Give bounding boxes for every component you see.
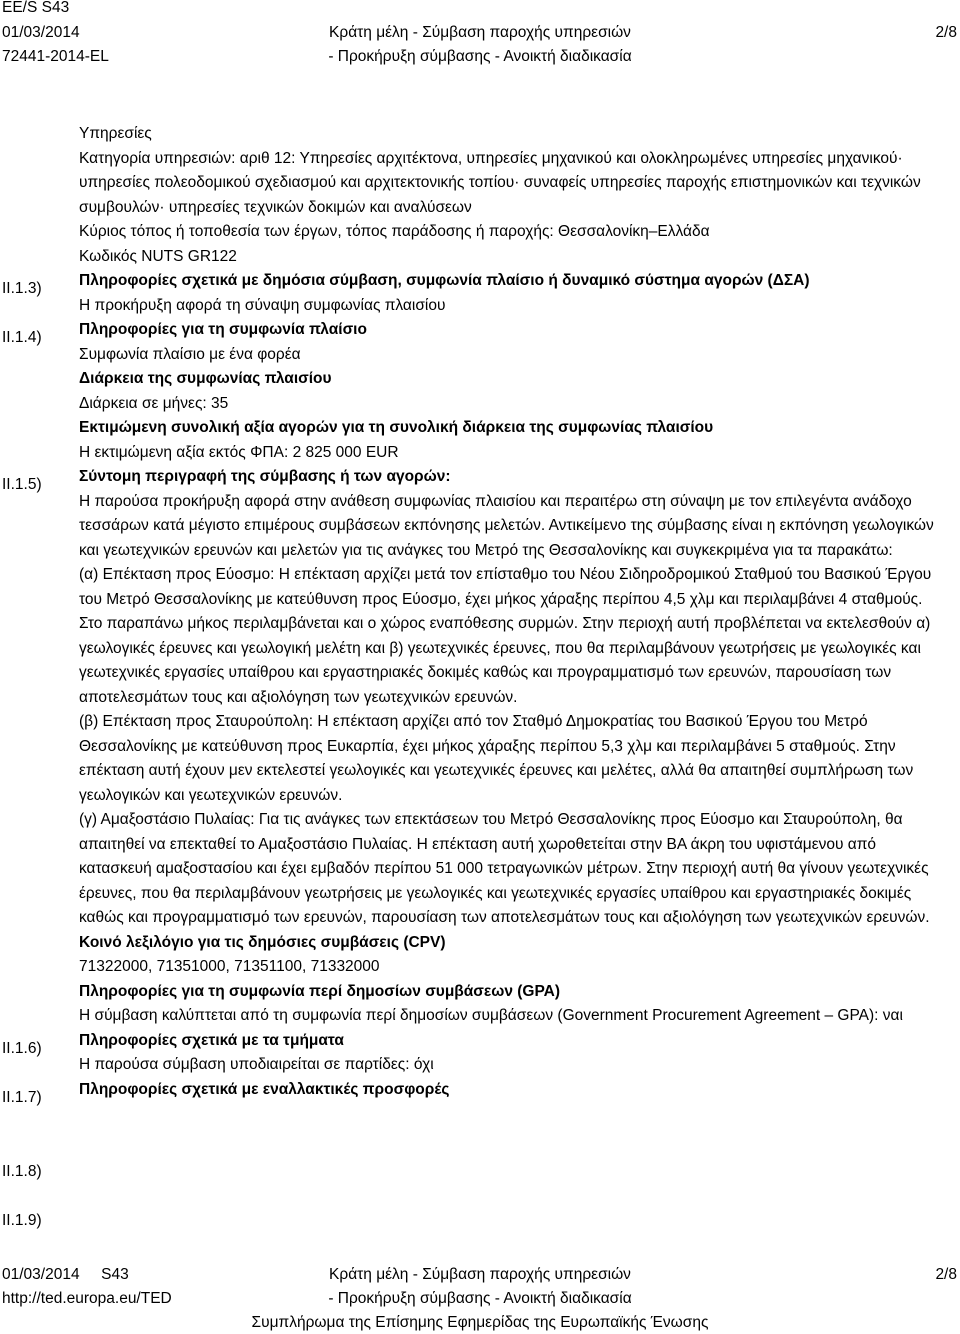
section-ii-1-7-title: Πληροφορίες για τη συμφωνία περί δημοσίων συμβάσεων (GPA)	[79, 982, 561, 1000]
footer-ted-link[interactable]: http://ted.europa.eu/TED	[2, 1290, 172, 1307]
services-category: Κατηγορία υπηρεσιών: αριθ 12: Υπηρεσίες αρχιτέκτονα, υπηρεσίες μηχανικού και ολοκληρωμένες υπηρεσίες μηχανικού· υπηρεσίες πολεοδομικού σχεδιασμού και αρχιτεκτονικής τοπίου· συναφείς υπηρεσίες παροχής επιστημονικών και τεχνικών συμβουλών· υπηρεσίες τεχνικών δοκιμών και αναλύσεων	[79, 149, 921, 216]
header-title-line2: - Προκήρυξη σύμβασης - Ανοικτή διαδικασία	[328, 48, 632, 65]
section-ii-1-8-title: Πληροφορίες σχετικά με τα τμήματα	[79, 1031, 344, 1049]
section-ii-1-3-text: Η προκήρυξη αφορά τη σύναψη συμφωνίας πλαισίου	[79, 296, 446, 314]
section-label-ii-1-6: II.1.6)	[2, 1040, 42, 1057]
gpa-text: Η σύμβαση καλύπτεται από τη συμφωνία περί δημοσίων συμβάσεων (Government Procurement Agreement – GPA): ναι	[79, 1007, 903, 1024]
main-location: Κύριος τόπος ή τοποθεσία των έργων, τόπος παράδοσης ή παροχής: Θεσσαλονίκη–Ελλάδα	[79, 223, 710, 240]
footer-title-line2: - Προκήρυξη σύμβασης - Ανοικτή διαδικασία	[328, 1290, 632, 1307]
description-paragraph-3: (β) Επέκταση προς Σταυρούπολη: Η επέκταση αρχίζει από τον Σταθμό Δημοκρατίας του Βασικού Έργου του Μετρό Θεσσαλονίκης με κατεύθυνση προς Ευκαρπία, έχει μήκος χάραξης περίπου 5,3 χλμ και περιλαμβάνει 5 σταθμούς. Στην επέκταση αυτή έχουν μεν εκτελεστεί γεωλογικές και γεωτεχνικές έρευνες και μελέτες, αλλά θα απαιτηθεί συμπλήρωση των γεωλογικών και γεωτεχνικών ερευνών.	[79, 713, 914, 804]
lots-text: Η παρούσα σύμβαση υποδιαιρείται σε παρτίδες: όχι	[79, 1056, 434, 1073]
header-page-number: 2/8	[935, 24, 957, 41]
header-date: 01/03/2014	[2, 24, 80, 41]
section-ii-1-3-title: Πληροφορίες σχετικά με δημόσια σύμβαση, συμφωνία πλαίσιο ή δυναμικό σύστημα αγορών (ΔΣΑ)	[79, 272, 810, 289]
section-ii-1-4-title: Πληροφορίες για τη συμφωνία πλαίσιο	[79, 321, 367, 338]
footer-title-line1: Κράτη μέλη - Σύμβαση παροχής υπηρεσιών	[329, 1266, 631, 1283]
footer-page-number: 2/8	[935, 1266, 957, 1283]
section-label-ii-1-7: II.1.7)	[2, 1089, 42, 1106]
services-title: Υπηρεσίες	[79, 125, 152, 142]
notice-body	[79, 122, 947, 1102]
framework-duration-title: Διάρκεια της συμφωνίας πλαισίου	[79, 370, 332, 387]
header-doc-id: EE/S S43	[2, 0, 70, 16]
section-label-ii-1-9: II.1.9)	[2, 1212, 42, 1229]
section-label-ii-1-8: II.1.8)	[2, 1163, 42, 1180]
footer-date: 01/03/2014 S43	[2, 1266, 129, 1283]
nuts-code: Κωδικός NUTS GR122	[79, 247, 237, 265]
section-ii-1-6-title: Κοινό λεξιλόγιο για τις δημόσιες συμβάσεις (CPV)	[79, 933, 446, 951]
section-label-ii-1-5: II.1.5)	[2, 476, 42, 493]
cpv-codes: 71322000, 71351000, 71351100, 71332000	[79, 958, 380, 975]
section-label-ii-1-3: II.1.3)	[2, 280, 42, 297]
estimated-value-text: Η εκτιμώμενη αξία εκτός ΦΠΑ: 2 825 000 EUR	[79, 443, 399, 461]
section-ii-1-4-text: Συμφωνία πλαίσιο με ένα φορέα	[79, 345, 301, 363]
framework-duration-text: Διάρκεια σε μήνες: 35	[79, 394, 229, 412]
section-ii-1-5-title: Σύντομη περιγραφή της σύμβασης ή των αγορών:	[79, 468, 451, 485]
section-label-ii-1-4: II.1.4)	[2, 329, 42, 346]
header-title-line1: Κράτη μέλη - Σύμβαση παροχής υπηρεσιών	[329, 24, 631, 41]
header-notice-number: 72441-2014-EL	[2, 48, 109, 65]
description-paragraph-2: (α) Επέκταση προς Εύοσμο: Η επέκταση αρχίζει μετά τον επίσταθμο του Νέου Σιδηροδρομικού Σταθμού του Βασικού Έργου του Μετρό Θεσσαλονίκης με κατεύθυνση προς Εύοσμο, έχει μήκος χάραξης περίπου 4,5 χλμ και περιλαμβάνει 4 σταθμούς. Στο παραπάνω μήκος περιλαμβάνεται και ο χώρος εναπόθεσης συρμών. Στην περιοχή αυτή προβλέπεται να εκτελεσθούν α) γεωλογικές έρευνες και γεωλογική μελέτη και β) γεωτεχνικές έρευνες, που θα περιλαμβάνουν γεωτρήσεις με γεωλογικές και γεωτεχνικές εργασίες υπαίθρου και εργαστηριακές δοκιμές καθώς και προγραμματισμό των ερευνών, παρουσίαση των αποτελεσμάτων τους και αξιολόγηση των γεωτεχνικών ερευνών.	[79, 566, 932, 706]
section-ii-1-9-title: Πληροφορίες σχετικά με εναλλακτικές προσφορές	[79, 1080, 450, 1098]
description-paragraph-4: (γ) Αμαξοστάσιο Πυλαίας: Για τις ανάγκες των επεκτάσεων του Μετρό Θεσσαλονίκης προς Εύοσμο και Σταυρούπολη, θα απαιτηθεί να επεκταθεί το Αμαξοστάσιο Πυλαίας. Η επέκταση αυτή χωροθετείται στην ΒΑ άκρη του υφιστάμενου από κατασκευή αμαξοστασίου και έχει εμβαδόν περίπου 51 000 τετραγωνικών μέτρων. Στην περιοχή αυτή θα γίνουν γεωτεχνικές έρευνες, που θα περιλαμβάνουν γεωτρήσεις με γεωλογικές και γεωτεχνικές εργασίες υπαίθρου και εργαστηριακές δοκιμές καθώς και προγραμματισμό των ερευνών, παρουσίαση των αποτελεσμάτων τους και αξιολόγηση των γεωτεχνικών ερευνών.	[79, 811, 930, 926]
estimated-value-title: Εκτιμώμενη συνολική αξία αγορών για τη συνολική διάρκεια της συμφωνίας πλαισίου	[79, 419, 714, 436]
footer-journal-name: Συμπλήρωμα της Επίσημης Εφημερίδας της Ευρωπαϊκής Ένωσης	[251, 1314, 709, 1331]
description-paragraph-1: Η παρούσα προκήρυξη αφορά στην ανάθεση συμφωνίας πλαισίου και περαιτέρω στη σύναψη με τον επιλεγέντα ανάδοχο τεσσάρων κατά μέγιστο επιμέρους συμβάσεων εκπόνησης μελετών. Αντικείμενο της σύμβασης είναι η εκπόνηση γεωλογικών και γεωτεχνικών ερευνών και μελετών για τις ανάγκες του Μετρό της Θεσσαλονίκης και συγκεκριμένα για τα παρακάτω:	[79, 492, 934, 559]
